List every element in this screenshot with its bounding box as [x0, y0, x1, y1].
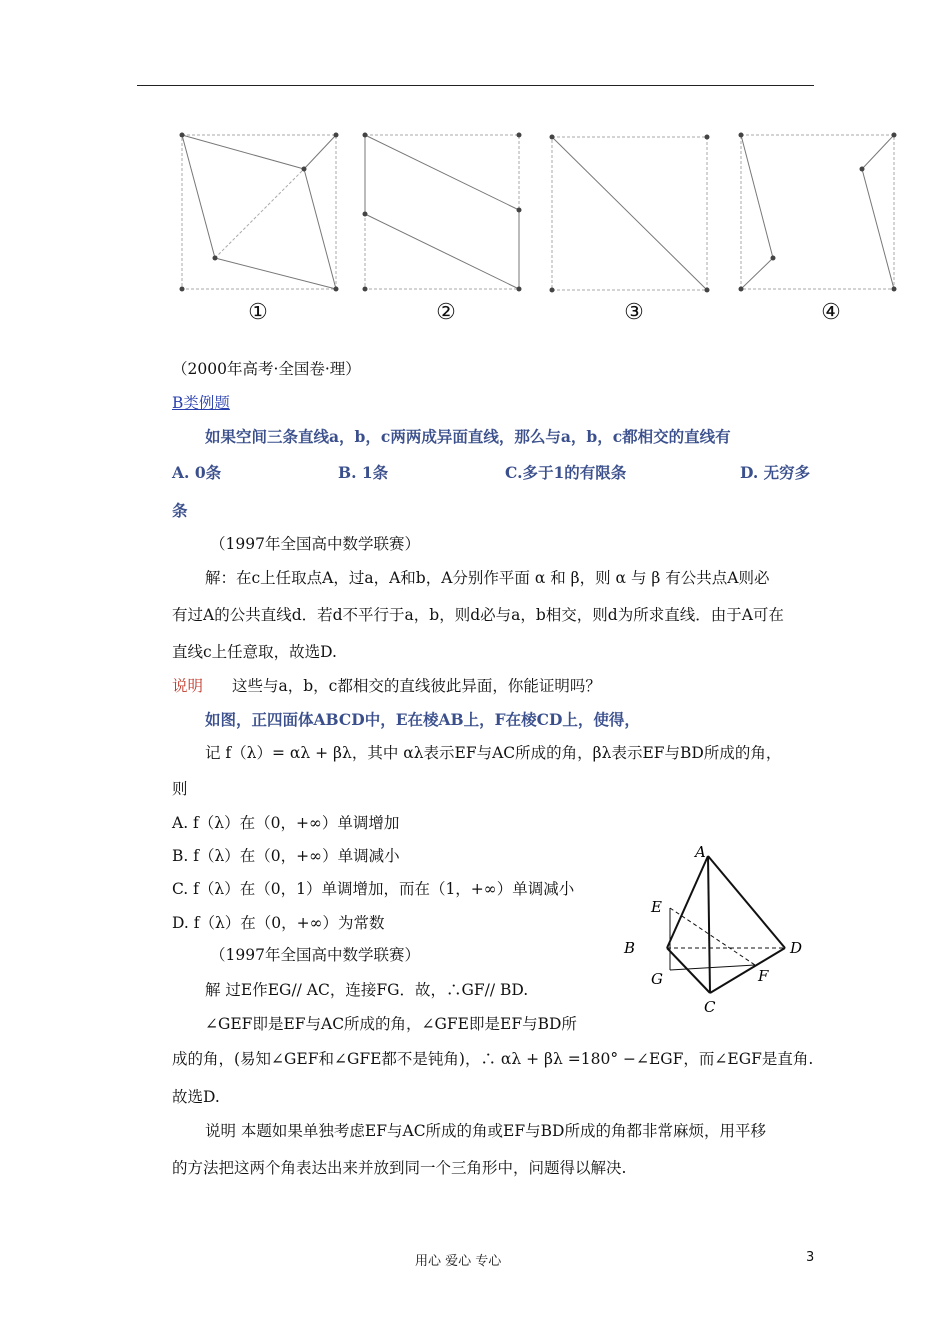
q1-note-label: 说明: [172, 677, 204, 695]
figure-1: [170, 120, 350, 300]
q1-solution-line-2: 有过A的公共直线d．若d不平行于a，b，则d必与a，b相交，则d为所求直线．由于A可在: [172, 606, 784, 624]
page-number: 3: [806, 1250, 815, 1265]
q2-option-a: A. f（λ）在（0，+∞）单调增加: [172, 814, 400, 832]
q1-option-c: C.多于1的有限条: [505, 463, 627, 482]
figure-4: [728, 120, 908, 300]
q2-option-d: D. f（λ）在（0，+∞）为常数: [172, 914, 385, 932]
q1-solution-line-1: 解：在c上任取点A，过a，A和b，A分别作平面 α 和 β，则 α 与 β 有公共点A则必: [205, 569, 770, 587]
q2-solution-line-1: 解 过E作EG// AC，连接FG．故，∴GF// BD.: [205, 981, 529, 999]
q2-solution-line-2: ∠GEF即是EF与AC所成的角，∠GFE即是EF与BD所: [205, 1015, 577, 1033]
q1-source: （1997年全国高中数学联赛）: [210, 535, 420, 553]
figure-label-2: ②: [436, 300, 456, 325]
q2-define-line-1: 记 f（λ）= αλ + βλ，其中 αλ表示EF与AC所成的角，βλ表示EF与BD所成的角，: [205, 744, 782, 762]
footer-center: 用心 爱心 专心: [415, 1254, 502, 1269]
q2-solution-line-4: 故选D.: [172, 1088, 220, 1106]
q2-note-line-2: 的方法把这两个角表达出来并放到同一个三角形中，问题得以解决.: [172, 1159, 627, 1177]
q1-solution-line-3: 直线c上任意取，故选D.: [172, 643, 337, 661]
vertex-label-c: C: [704, 998, 716, 1016]
q2-define-line-2: 则: [172, 780, 188, 798]
figure-label-1: ①: [248, 300, 268, 325]
q2-solution-line-3: 成的角，(易知∠GEF和∠GFE都不是钝角)，∴ αλ + βλ =180° −∠EGF，而∠EGF是直角.: [172, 1050, 814, 1068]
q1-stem: 如果空间三条直线a，b，c两两成异面直线，那么与a，b，c都相交的直线有: [205, 427, 731, 446]
q2-note-line-1: 说明 本题如果单独考虑EF与AC所成的角或EF与BD所成的角都非常麻烦，用平移: [205, 1122, 766, 1140]
section-b-link[interactable]: B类例题: [172, 394, 230, 412]
vertex-label-d: D: [790, 939, 803, 957]
vertex-label-b: B: [624, 939, 636, 957]
tetrahedron-diagram: [615, 838, 815, 1018]
figure-label-3: ③: [624, 300, 644, 325]
figure-2: [355, 120, 535, 300]
header-rule: [137, 85, 814, 86]
q1-note-text: 这些与a，b，c都相交的直线彼此异面，你能证明吗？: [232, 677, 601, 695]
vertex-label-f: F: [758, 967, 769, 985]
q2-source: （1997年全国高中数学联赛）: [210, 946, 420, 964]
q2-stem: 如图，正四面体ABCD中，E在棱AB上，F在棱CD上，使得，: [205, 710, 640, 729]
vertex-label-a: A: [695, 843, 706, 861]
q1-option-a: A. 0条: [172, 463, 222, 482]
q2-option-c: C. f（λ）在（0，1）单调增加，而在（1，+∞）单调减小: [172, 880, 575, 898]
vertex-label-e: E: [651, 898, 662, 916]
figure-3: [540, 120, 720, 300]
vertex-label-g: G: [651, 970, 663, 988]
source-2000: （2000年高考·全国卷·理）: [172, 360, 361, 378]
q2-option-b: B. f（λ）在（0，+∞）单调减小: [172, 847, 400, 865]
q1-option-d: D. 无穷多: [740, 463, 811, 482]
q1-option-d-cont: 条: [172, 501, 188, 520]
q1-option-b: B. 1条: [338, 463, 389, 482]
figure-label-4: ④: [821, 300, 841, 325]
